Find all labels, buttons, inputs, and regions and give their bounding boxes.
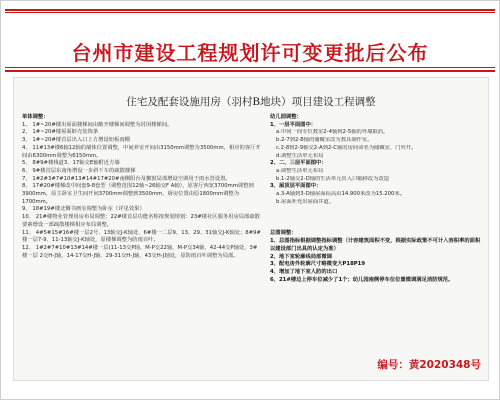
summary-item: 6、21#楼边上停车位减少了1个；幼儿园南侧停车位位置微调满足消防规范。 bbox=[270, 276, 454, 283]
right-item: c.2-8到2-9轴交2-A到2-C轴的房间命名为储藏室，门外开。 bbox=[276, 144, 417, 151]
summary-heading: 总图调整： bbox=[270, 230, 297, 237]
left-item: 3、 1#~20#楼首层出入口上方增设铝板雨棚 bbox=[22, 137, 130, 144]
right-section-title: 3、屋顶层平面图中： bbox=[270, 183, 322, 190]
left-item: 7、 1#2#3#7#10#13#14#17#20#南侧阳台及飘窗局部增设空调用于雨水管设置。 bbox=[22, 175, 231, 182]
document-title: 住宅及配套设施用房（羽村B地块）项目建设工程调整 bbox=[126, 96, 376, 108]
notice-headline: 台州市建设工程规划许可变更批后公布 bbox=[71, 41, 429, 65]
left-item: 8、 17#20#楼梯改中间套9-8套型（调整范围12轴~26轴交F A轴），原客厅西宽3700mm调整到3900mm，原主卧室卫生间开间3700mm调整到3500mm，厨房位置由原1800mm调整为1700mm。 bbox=[22, 183, 254, 205]
left-item: 4、 11#13#楼6轴12轴的墙体位置调整，中间养室开间由3150mm调整为3500mm，相应的客厅开间由6300mm调整为6150mm。 bbox=[22, 144, 261, 159]
right-item: d.调整生活单元布局 bbox=[276, 152, 324, 159]
right-heading: 幼儿园调整： bbox=[270, 114, 302, 120]
left-item: 1、 1#~20#楼出屋面楼梯间由敞开楼梯间调整为封闭楼梯间。 bbox=[22, 121, 173, 128]
notice-number: 编号：黄2020348号 bbox=[377, 359, 481, 371]
right-item: b.屋面补充出屋面井道。 bbox=[276, 198, 335, 205]
right-item: a.调整生活单元布局 bbox=[276, 167, 324, 174]
left-item: 5、 8#9#楼栈道3、17轴交E轴附近方墙 bbox=[22, 160, 120, 167]
right-column bbox=[270, 114, 484, 284]
bottom-red-rule bbox=[5, 70, 495, 72]
left-item: 6、 9#楼首层东南角增设一步斜下车的疏散楼梯 bbox=[22, 167, 136, 174]
spacer bbox=[270, 206, 484, 230]
right-section-title: 2、二、三层平面图中： bbox=[270, 160, 327, 167]
left-item: 12、 1#2#7#10#13#14#楼一层(11-13交P轴、M-P交22轴，M-P交34轴、42-44交P轴处，3#楼一层 2交H-J轴，14-17交H-J轴、29-31交H-J轴，43交H-J轴处，原防雨百叶调整为局部。 bbox=[22, 244, 258, 259]
document-sheet bbox=[13, 77, 489, 381]
left-heading: 单体调整： bbox=[22, 114, 49, 120]
left-item: 10、 21#楼物业管理用房布局调整；22#楼首层功能名称按规划规划：23#楼社区服务用房局部疏散要素增设一部疏散楼梯相应布局调整。 bbox=[22, 214, 260, 228]
summary-item: 1、总图指标根据调整指标调整（计容建筑面积不变，根据实际政策不可计入容积率的面积以建设部门出具的认定为准） bbox=[270, 238, 481, 252]
right-section-title: 1、一层平面图中： bbox=[270, 121, 317, 128]
right-item: a.中间一间专位教室2-4轴到2-5轴的外墙取消。 bbox=[276, 129, 389, 136]
right-item: b.2-7到2-8轴的储藏室改为教具制作室。 bbox=[276, 137, 373, 144]
summary-item: 3、配电房外轮廓尺寸略微变大P18P19 bbox=[270, 261, 366, 268]
right-item: b.1-2轴交2-D轴的生活单元出入口幅移改为改造 bbox=[276, 175, 390, 182]
left-item: 11、 4#5#15#16#楼一层2号、13轴交J-K轴处、6#楼一二层9、13、29、31轴交J-K轴处；8#9#楼一层7-9、11-13轴交J-K轴处，原楼梯调整为防雨百叶。 bbox=[22, 229, 261, 244]
summary-item: 2、地下室轮廓线局部微调 bbox=[270, 253, 332, 260]
right-item: a.3-A轴到3-D轴屋面标高由14.900米改为15.200米。 bbox=[276, 191, 406, 198]
left-item: 9、 18#19#楼北侧书画室调整为卧室（详见效果） bbox=[22, 206, 145, 213]
summary-item: 4、增加了地下室人防的出口 bbox=[270, 268, 338, 275]
top-red-rule-thin bbox=[5, 12, 495, 13]
top-red-rule bbox=[5, 9, 495, 11]
bottom-red-rule-thin bbox=[5, 67, 495, 68]
left-item: 2、 1#~20#楼屋面虾壳装饰条 bbox=[22, 129, 99, 136]
left-column bbox=[22, 114, 262, 260]
